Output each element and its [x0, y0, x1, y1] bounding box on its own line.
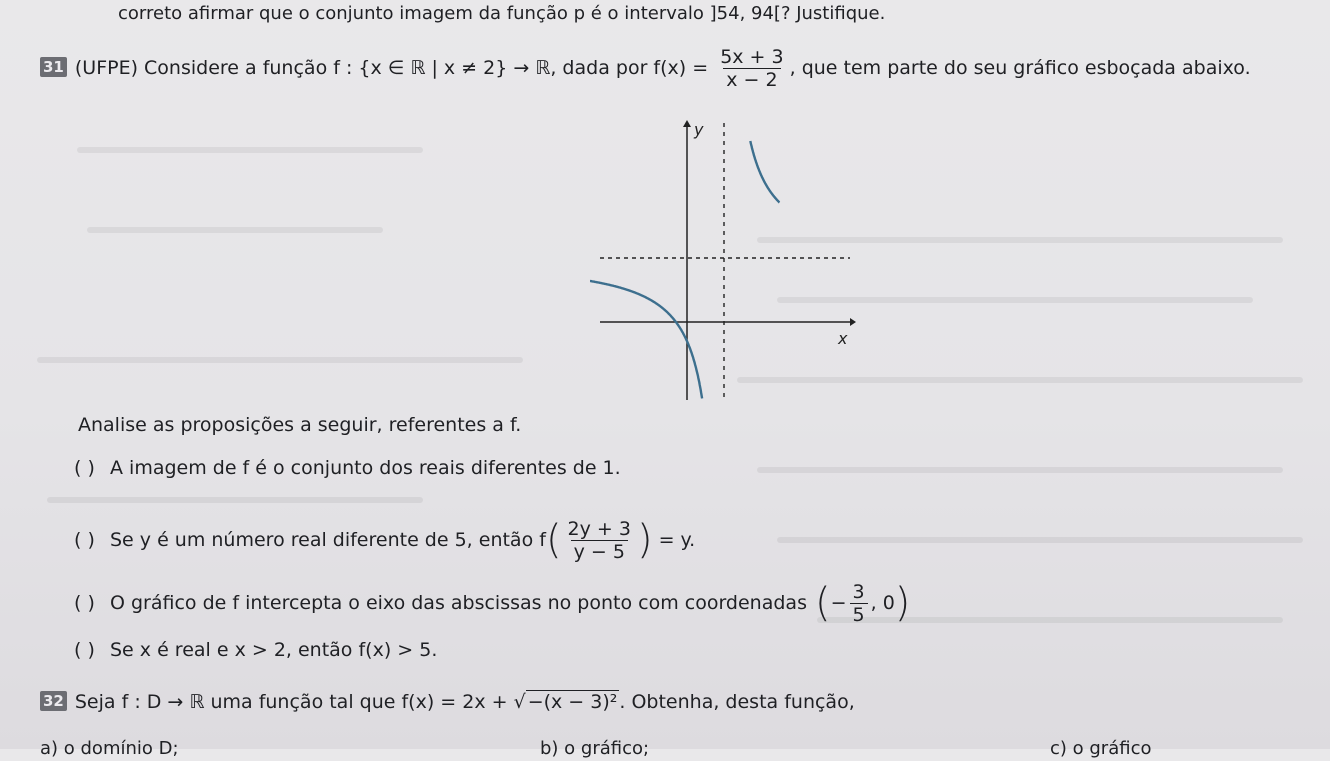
- question-32-pre: Seja f : D → ℝ uma função tal que f(x) = 2x +: [74, 691, 514, 713]
- x-axis-arrow: [850, 318, 856, 326]
- right-paren: ): [894, 580, 911, 626]
- minus-sign: −: [830, 592, 847, 614]
- proposition-2: [74, 505, 695, 575]
- right-paren: ): [636, 517, 653, 563]
- proposition-2-text: Se y é um número real diferente de 5, então f: [110, 529, 546, 551]
- proposition-4-text: Se x é real e x > 2, então f(x) > 5.: [110, 639, 438, 661]
- bottom-item-b: b) o gráfico;: [540, 738, 650, 759]
- fraction-numerator: 5x + 3: [720, 46, 784, 68]
- question-32-post: . Obtenha, desta função,: [619, 691, 855, 713]
- proposition-3: [74, 570, 910, 636]
- y-axis-label: y: [694, 120, 704, 139]
- fraction-denominator: y − 5: [571, 540, 628, 563]
- sqrt-sign: √: [513, 691, 526, 713]
- proposition-2-checkbox[interactable]: ( ): [74, 529, 95, 551]
- proposition-4: [74, 638, 437, 662]
- question-31-statement: [40, 46, 1251, 91]
- curve-branch-left: [590, 279, 702, 399]
- sqrt-radicand: −(x − 3)²: [527, 691, 618, 713]
- proposition-1-checkbox[interactable]: ( ): [74, 457, 95, 479]
- proposition-2-fraction: [565, 518, 634, 563]
- x-axis-label: x: [838, 329, 848, 348]
- analyze-text: Analise as proposições a seguir, referentes a f.: [78, 414, 522, 436]
- left-paren: (: [814, 580, 831, 626]
- proposition-3-checkbox[interactable]: ( ): [74, 592, 95, 614]
- proposition-3-text: O gráfico de f intercepta o eixo das abscissas no ponto com coordenadas: [110, 592, 807, 614]
- question-32-number: 32: [40, 691, 67, 711]
- bottom-item-a: a) o domínio D;: [40, 738, 179, 759]
- question-31-fraction: [717, 46, 786, 91]
- bottom-item-c: c) o gráfico: [1050, 738, 1152, 759]
- fraction-denominator: 5: [850, 603, 868, 626]
- question-31-outro: , que tem parte do seu gráfico esboçada abaixo.: [789, 57, 1251, 79]
- proposition-1-text: A imagem de f é o conjunto dos reais diferentes de 1.: [110, 457, 621, 479]
- y-axis-arrow: [683, 120, 691, 127]
- proposition-1: [74, 456, 621, 480]
- curve-branch-right: [750, 141, 779, 203]
- top-continuation-line: [118, 2, 885, 26]
- left-paren: (: [545, 517, 562, 563]
- proposition-4-checkbox[interactable]: ( ): [74, 639, 95, 661]
- question-31-number: 31: [40, 57, 67, 77]
- fraction-numerator: 3: [852, 580, 865, 603]
- fraction-denominator: x − 2: [723, 68, 780, 91]
- proposition-2-result: = y.: [658, 529, 696, 551]
- proposition-3-fraction: [850, 581, 868, 626]
- fraction-numerator: 2y + 3: [567, 517, 631, 540]
- analyze-instruction: [78, 413, 521, 437]
- question-32-statement: [40, 690, 855, 714]
- top-line-text: correto afirmar que o conjunto imagem da função p é o intervalo ]54, 94[? Justifique.: [118, 3, 886, 24]
- function-graph: [590, 115, 860, 405]
- coordinate-y: , 0: [870, 592, 895, 614]
- question-31-intro: (UFPE) Considere a função f : {x ∈ ℝ | x ≠ 2} → ℝ, dada por f(x) =: [74, 57, 715, 79]
